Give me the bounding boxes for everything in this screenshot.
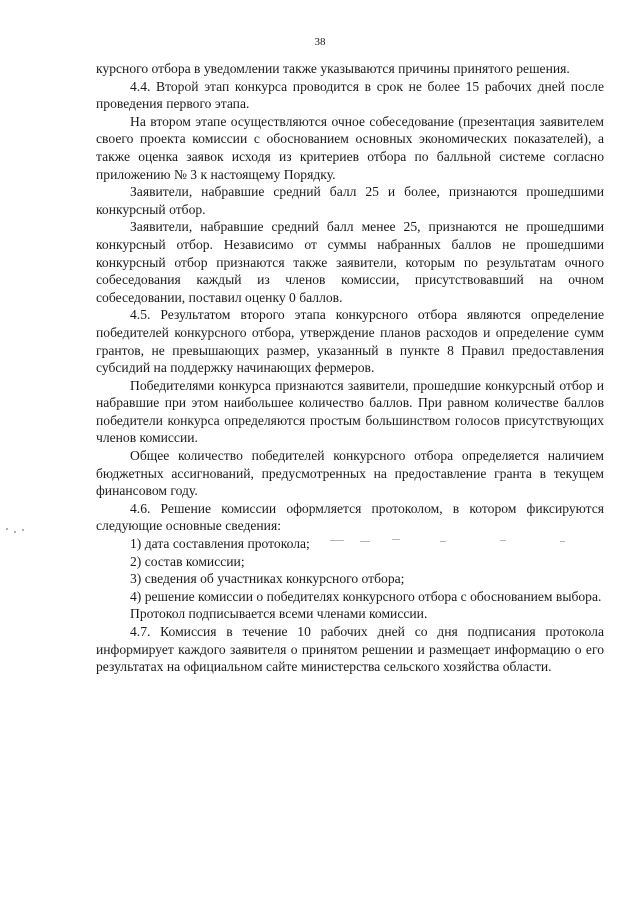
paragraph-winners: Победителями конкурса признаются заявители, прошедшие конкурсный отбор и набравшие при этом наибольшее количество баллов. При равном количестве баллов победители конкурса определяются простым большинством голосов присутствующих членов комиссии. [96,377,604,446]
paragraph-total-winners: Общее количество победителей конкурсного отбора определяется наличием бюджетных ассигнований, предусмотренных на предоставление гранта в текущем финансовом году. [96,448,604,499]
scan-artifact-line [392,539,400,540]
scan-artifact-line [560,541,565,542]
list-item-1: 1) дата составления протокола; [130,536,310,552]
paragraph-4-6: 4.6. Решение комиссии оформляется протоколом, в котором фиксируются следующие основные сведения: [96,500,604,534]
scan-artifact-line [330,540,344,541]
paragraph-4-5: 4.5. Результатом второго этапа конкурсного отбора являются определение победителей конкурсного отбора, утверждение планов расходов и определение сумм грантов, не превышающих размер, указанный в пункте 8 Правил предоставления субсидий на поддержку начинающих фермеров. [96,307,604,376]
scan-speck [22,529,24,531]
scan-speck [14,531,16,533]
paragraph-not-passed: Заявители, набравшие средний балл менее 25, признаются не прошедшими конкурсный отбор. Независимо от суммы набранных баллов не прошедшими конкурсный отбор признаются также заявители, которым по результатам очного собеседования каждый из членов комиссии, присутствовавший на очном собеседовании, поставил оценку 0 баллов. [96,219,604,305]
scan-artifact-line [440,541,446,542]
list-item-2: 2) состав комиссии; [130,553,245,569]
scan-artifact-line [360,541,370,542]
paragraph-passed: Заявители, набравшие средний балл 25 и более, признаются прошедшими конкурсный отбор. [96,184,604,217]
document-body [96,60,604,676]
paragraph-second-stage: На втором этапе осуществляются очное собеседование (презентация заявителем своего проекта комиссии с обоснованием основных экономических показателей), а также оценка заявок исходя из критериев отбора по балльной системе согласно приложению № 3 к настоящему Порядку. [96,113,604,182]
paragraph-signed: Протокол подписывается всеми членами комиссии. [130,606,428,622]
list-item-4: 4) решение комиссии о победителях конкурсного отбора с обоснованием выбора. [130,588,602,604]
page-number: 38 [314,36,326,48]
paragraph-4-7: 4.7. Комиссия в течение 10 рабочих дней со дня подписания протокола информирует каждого заявителя о принятом решении и размещает информацию о его результатах на официальном сайте министерства сельского хозяйства области. [96,624,604,675]
list-item-3: 3) сведения об участниках конкурсного отбора; [130,571,405,587]
paragraph-4-4: 4.4. Второй этап конкурса проводится в срок не более 15 рабочих дней после проведения первого этапа. [96,78,604,112]
scan-artifact-line [500,540,506,541]
scan-speck [6,528,8,530]
paragraph-continuation: курсного отбора в уведомлении также указываются причины принятого решения. [96,61,570,76]
